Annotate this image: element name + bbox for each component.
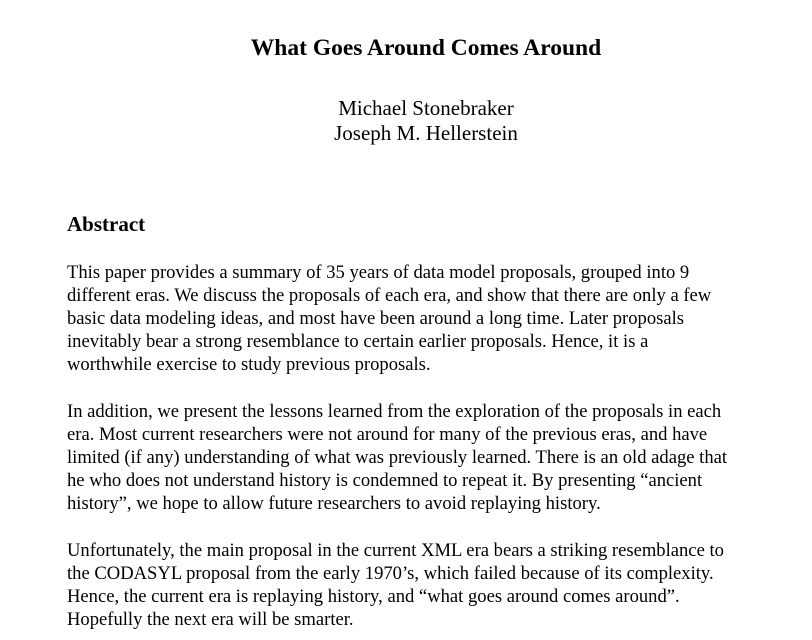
abstract-heading: Abstract bbox=[67, 212, 146, 236]
author-name: Joseph M. Hellerstein bbox=[334, 121, 518, 145]
text-line: basic data modeling ideas, and most have been around a long time. Later proposals bbox=[67, 308, 685, 329]
text-line: era. Most current researchers were not around for many of the previous eras, and have bbox=[67, 424, 708, 445]
text-line: limited (if any) understanding of what was previously learned. There is an old adage that bbox=[67, 447, 728, 468]
abstract-paragraph-2 bbox=[67, 400, 727, 515]
text-line: This paper provides a summary of 35 years of data model proposals, grouped into 9 bbox=[67, 262, 690, 283]
text-line: Hopefully the next era will be smarter. bbox=[67, 609, 354, 630]
abstract-paragraph-1 bbox=[67, 261, 711, 376]
text-line: Hence, the current era is replaying history, and “what goes around comes around”. bbox=[67, 586, 680, 607]
text-line: history”, we hope to allow future researchers to avoid replaying history. bbox=[67, 493, 601, 514]
text-line: In addition, we present the lessons learned from the exploration of the proposals in each bbox=[67, 401, 722, 422]
text-line: inevitably bear a strong resemblance to certain earlier proposals. Hence, it is a bbox=[67, 331, 649, 352]
abstract-paragraph-3 bbox=[67, 539, 724, 631]
author-name: Michael Stonebraker bbox=[338, 96, 514, 120]
paper-title: What Goes Around Comes Around bbox=[250, 35, 602, 61]
text-line: he who does not understand history is condemned to repeat it. By presenting “ancient bbox=[67, 470, 703, 491]
text-line: worthwhile exercise to study previous proposals. bbox=[67, 354, 431, 375]
author-list bbox=[0, 96, 812, 146]
text-line: different eras. We discuss the proposals of each era, and show that there are only a few bbox=[67, 285, 712, 306]
text-line: the CODASYL proposal from the early 1970’s, which failed because of its complexity. bbox=[67, 563, 714, 584]
text-line: Unfortunately, the main proposal in the current XML era bears a striking resemblance to bbox=[67, 540, 724, 561]
